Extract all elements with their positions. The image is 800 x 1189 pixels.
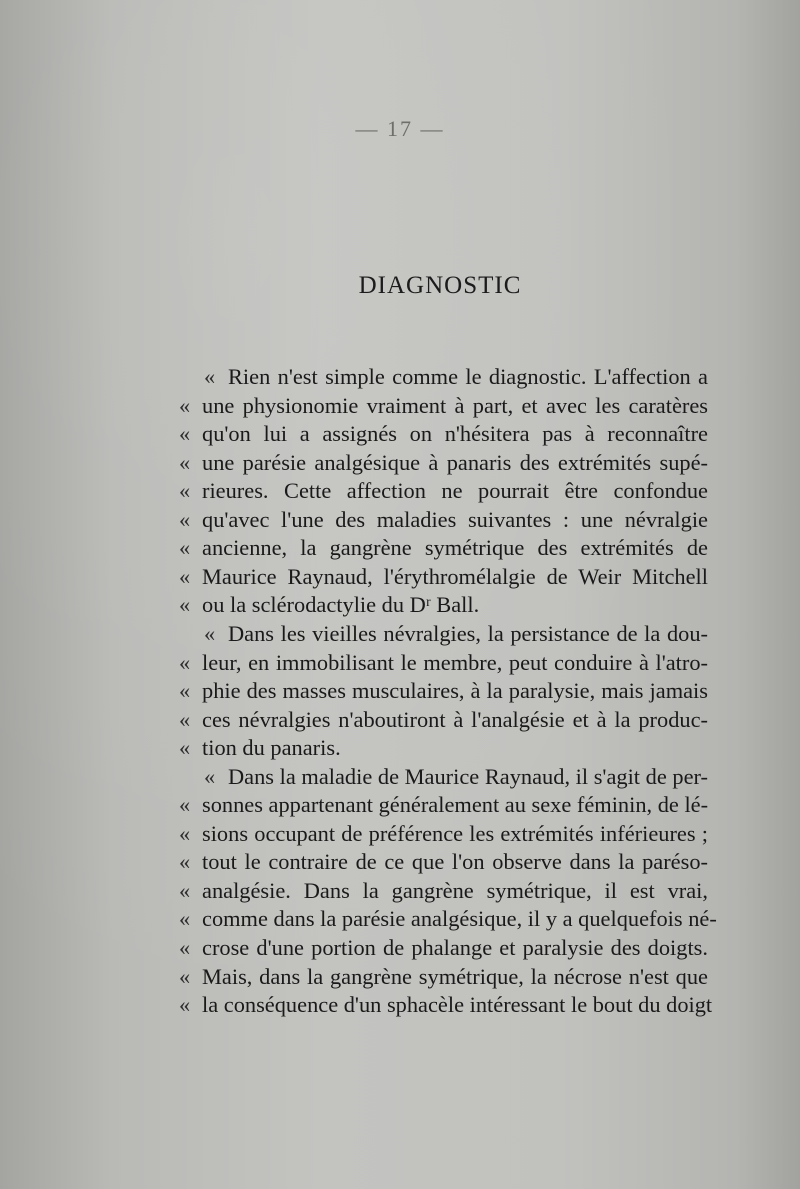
line-text: Dans la maladie de Maurice Raynaud, il s'agit de per-	[228, 763, 708, 789]
quote-mark: «	[179, 649, 191, 675]
text-line	[0, 990, 800, 1020]
text-line	[0, 733, 800, 763]
line-text: analgésie. Dans la gangrène symétrique, il est vrai,	[202, 877, 708, 903]
line-text: crose d'une portion de phalange et paralysie des doigts.	[202, 935, 708, 960]
text-line	[0, 391, 800, 421]
quote-mark: «	[179, 992, 191, 1018]
text-line	[0, 362, 800, 392]
quote-mark: «	[179, 421, 191, 447]
line-text: ancienne, la gangrène symétrique des extrémités de	[202, 535, 708, 561]
line-text: Mais, dans la gangrène symétrique, la nécrose n'est que	[202, 963, 708, 989]
line-text: une physionomie vraiment à part, et avec les caratères	[202, 392, 708, 418]
quote-mark: «	[179, 563, 191, 589]
quote-mark: «	[179, 935, 191, 960]
line-text: Maurice Raynaud, l'érythromélalgie de Weir Mitchell	[202, 563, 708, 589]
line-text: tout le contraire de ce que l'on observe dans la paréso-	[202, 849, 708, 875]
line-text: Dans les vieilles névralgies, la persistance de la dou-	[228, 620, 708, 646]
line-text: tion du panaris.	[202, 735, 341, 761]
text-line	[0, 762, 800, 792]
quote-mark: «	[179, 792, 191, 818]
quote-mark: «	[179, 449, 191, 475]
line-text: sions occupant de préférence les extrémités inférieures ;	[202, 820, 708, 846]
quote-mark: «	[179, 963, 191, 989]
line-text: comme dans la parésie analgésique, il y a quelquefois né-	[202, 906, 717, 932]
section-title: DIAGNOSTIC	[358, 272, 522, 299]
text-line	[0, 448, 800, 478]
quote-mark: «	[179, 535, 191, 561]
text-line	[0, 819, 800, 849]
line-text: la conséquence d'un sphacèle intéressant le bout du doigt	[202, 992, 713, 1018]
quote-mark: «	[179, 820, 191, 846]
quote-mark: «	[179, 592, 191, 618]
line-text: rieures. Cette affection ne pourrait être confondue	[202, 478, 708, 504]
line-text: ou la sclérodactylie du Dʳ Ball.	[202, 592, 480, 618]
quote-mark: «	[179, 392, 191, 418]
text-line	[0, 904, 800, 934]
line-text: sonnes appartenant généralement au sexe féminin, de lé-	[202, 792, 709, 818]
line-text: qu'avec l'une des maladies suivantes : une névralgie	[202, 506, 708, 532]
quote-mark: «	[179, 506, 191, 532]
opening-quote-mark: «	[204, 763, 216, 789]
text-line	[0, 562, 800, 592]
quote-mark: «	[179, 906, 191, 932]
line-text: qu'on lui a assignés on n'hésitera pas à reconnaître	[202, 421, 708, 447]
text-line	[0, 676, 800, 706]
text-line	[0, 476, 800, 506]
text-line	[0, 876, 800, 906]
line-text: Rien n'est simple comme le diagnostic. L'affection a	[228, 364, 708, 389]
text-line	[0, 705, 800, 735]
line-text: phie des masses musculaires, à la paralysie, mais jamais	[202, 678, 708, 704]
page-number: — 17 —	[355, 116, 445, 141]
text-line	[0, 790, 800, 820]
line-text: ces névralgies n'aboutiront à l'analgésie et à la produc-	[202, 706, 708, 732]
text-line	[0, 619, 800, 649]
text-line	[0, 847, 800, 877]
quote-mark: «	[179, 706, 191, 732]
quote-mark: «	[179, 877, 191, 903]
quote-mark: «	[179, 735, 191, 761]
quote-mark: «	[179, 478, 191, 504]
quote-mark: «	[179, 849, 191, 875]
text-line	[0, 419, 800, 449]
text-line	[0, 962, 800, 992]
quote-mark: «	[179, 678, 191, 704]
opening-quote-mark: «	[204, 364, 216, 389]
line-text: leur, en immobilisant le membre, peut conduire à l'atro-	[202, 649, 708, 675]
text-line	[0, 533, 800, 563]
opening-quote-mark: «	[204, 620, 216, 646]
line-text: une parésie analgésique à panaris des extrémités supé-	[202, 449, 708, 475]
text-line	[0, 590, 800, 620]
text-line	[0, 648, 800, 678]
text-line	[0, 933, 800, 963]
text-line	[0, 505, 800, 535]
